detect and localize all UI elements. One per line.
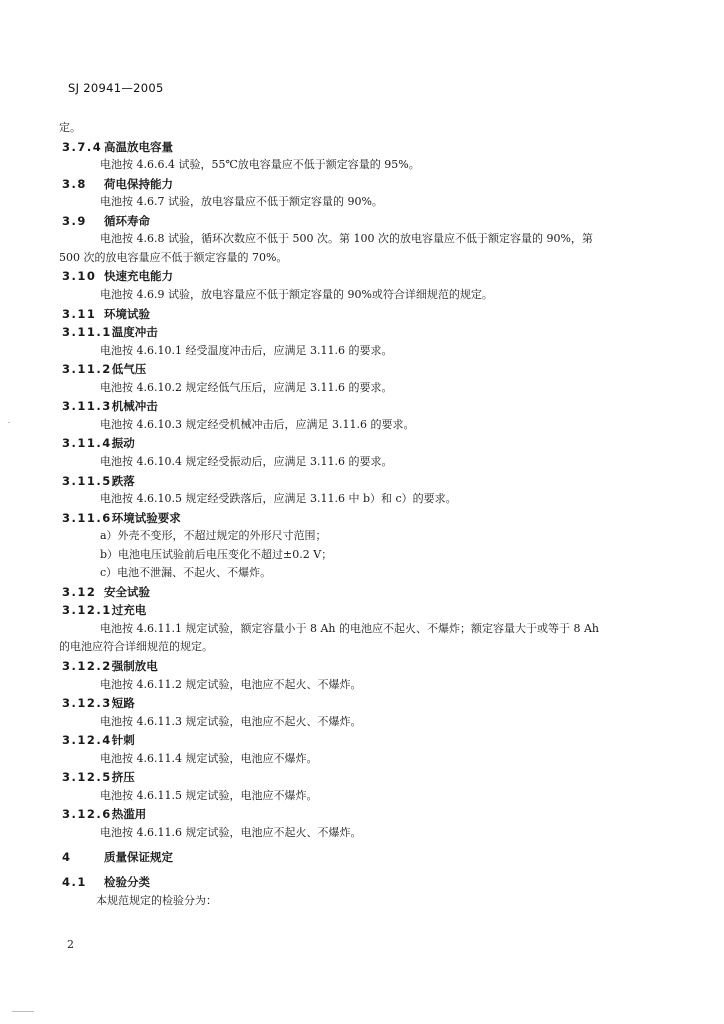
body-text-line: 电池按 4.6.10.3 规定经受机械冲击后，应满足 3.11.6 的要求。 [100, 417, 415, 431]
section-title: 振动 [111, 436, 135, 451]
section-number: 3.12.2 [62, 659, 112, 673]
body-text-line: 本规范规定的检验分为： [96, 893, 217, 907]
section-number: 3.12.4 [62, 733, 112, 748]
section-heading [62, 509, 181, 527]
body-text-line: 电池按 4.6.8 试验，循环次数应不低于 500 次。第 100 次的放电容量应不低于额定容量的 90%，第 [100, 232, 593, 246]
body-text-line: 500 次的放电容量应不低于额定容量的 70%。 [59, 250, 288, 264]
section-number: 3.11.6 [62, 510, 112, 525]
section-heading [62, 694, 135, 712]
section-heading [62, 657, 158, 675]
body-text-line: 电池按 4.6.11.6 规定试验，电池应不起火、不爆炸。 [100, 825, 362, 839]
section-title: 短路 [111, 696, 135, 711]
section-title: 荷电保持能力 [104, 176, 173, 191]
section-title: 环境试验要求 [111, 510, 181, 525]
body-text-line: 定。 [59, 121, 81, 134]
section-title: 质量保证规定 [104, 850, 173, 865]
section-heading [62, 175, 173, 193]
page-number: 2 [67, 938, 74, 951]
section-heading [62, 805, 146, 823]
section-title: 快速充电能力 [104, 269, 173, 284]
section-number: 4 [62, 850, 72, 865]
section-heading [62, 873, 150, 891]
section-title: 过充电 [111, 603, 147, 618]
body-text-line: 电池按 4.6.10.5 规定经受跌落后，应满足 3.11.6 中 b）和 c）的要求。 [100, 492, 457, 505]
section-heading [62, 267, 173, 285]
section-number: 3.11.1 [62, 325, 112, 340]
section-title: 跌落 [111, 473, 135, 488]
section-number: 3.12.6 [62, 807, 112, 822]
section-heading [62, 848, 173, 866]
body-text-line: 电池按 4.6.9 试验，放电容量应不低于额定容量的 90%或符合详细规范的规定。 [100, 288, 493, 301]
section-heading [62, 212, 150, 230]
body-text-line: 电池按 4.6.11.2 规定试验，电池应不起火、不爆炸。 [100, 677, 362, 691]
section-title: 挤压 [111, 770, 135, 785]
section-title: 检验分类 [104, 875, 150, 889]
section-number: 3.7.4 [62, 139, 103, 154]
section-title: 热滥用 [111, 807, 147, 822]
section-number: 3.11.2 [62, 362, 112, 377]
section-title: 高温放电容量 [104, 139, 173, 154]
body-text-line: a）外壳不变形，不超过规定的外形尺寸范围； [100, 529, 327, 543]
section-heading [62, 472, 135, 490]
section-heading [62, 138, 173, 156]
section-number: 3.11.4 [62, 436, 112, 451]
section-heading [62, 360, 146, 378]
section-heading [62, 434, 135, 452]
body-text-line: b）电池电压试验前后电压变化不超过±0.2 V； [100, 547, 333, 561]
section-number: 3.11.3 [62, 399, 112, 414]
body-text-line: 电池按 4.6.6.4 试验，55℃放电容量应不低于额定容量的 95%。 [100, 158, 420, 172]
body-text-line: 电池按 4.6.7 试验，放电容量应不低于额定容量的 90%。 [100, 195, 383, 209]
scan-speck [12, 1011, 34, 1012]
section-title: 低气压 [111, 362, 147, 377]
section-heading [62, 397, 158, 415]
section-heading [62, 731, 135, 749]
body-text-line: 的电池应符合详细规范的规定。 [59, 640, 213, 654]
section-number: 3.8 [62, 176, 87, 191]
section-title: 强制放电 [111, 659, 158, 673]
body-text-line: c）电池不泄漏、不起火、不爆炸。 [100, 566, 272, 580]
section-title: 安全试验 [104, 584, 150, 599]
section-heading [62, 583, 150, 601]
body-text-line: 电池按 4.6.10.1 经受温度冲击后，应满足 3.11.6 的要求。 [100, 343, 393, 357]
body-text-line: 电池按 4.6.11.4 规定试验，电池应不爆炸。 [100, 751, 318, 765]
section-number: 3.12.1 [62, 603, 112, 618]
document-header: SJ 20941—2005 [68, 81, 164, 95]
section-title: 温度冲击 [111, 325, 158, 340]
scan-speck [8, 422, 10, 423]
section-number: 3.10 [62, 269, 97, 284]
section-number: 4.1 [62, 875, 87, 889]
section-number: 3.12.3 [62, 696, 112, 711]
section-number: 3.11 [62, 306, 97, 321]
section-heading [62, 305, 150, 323]
section-title: 循环寿命 [104, 213, 150, 228]
section-title: 针刺 [111, 733, 135, 748]
section-heading [62, 768, 135, 786]
section-number: 3.12.5 [62, 770, 112, 785]
section-number: 3.11.5 [62, 473, 112, 488]
section-number: 3.9 [62, 213, 87, 228]
section-title: 机械冲击 [111, 399, 158, 414]
body-text-line: 电池按 4.6.11.1 规定试验，额定容量小于 8 Ah 的电池应不起火、不爆炸；额定容量大于或等于 8 Ah [100, 621, 600, 635]
body-text-line: 电池按 4.6.11.3 规定试验，电池应不起火、不爆炸。 [100, 714, 362, 728]
section-number: 3.12 [62, 584, 97, 599]
body-text-line: 电池按 4.6.11.5 规定试验，电池应不爆炸。 [100, 788, 318, 802]
section-heading [62, 601, 146, 619]
body-text-line: 电池按 4.6.10.2 规定经低气压后，应满足 3.11.6 的要求。 [100, 380, 393, 394]
body-text-line: 电池按 4.6.10.4 规定经受振动后，应满足 3.11.6 的要求。 [100, 454, 393, 468]
section-title: 环境试验 [104, 306, 150, 321]
section-heading [62, 323, 158, 341]
